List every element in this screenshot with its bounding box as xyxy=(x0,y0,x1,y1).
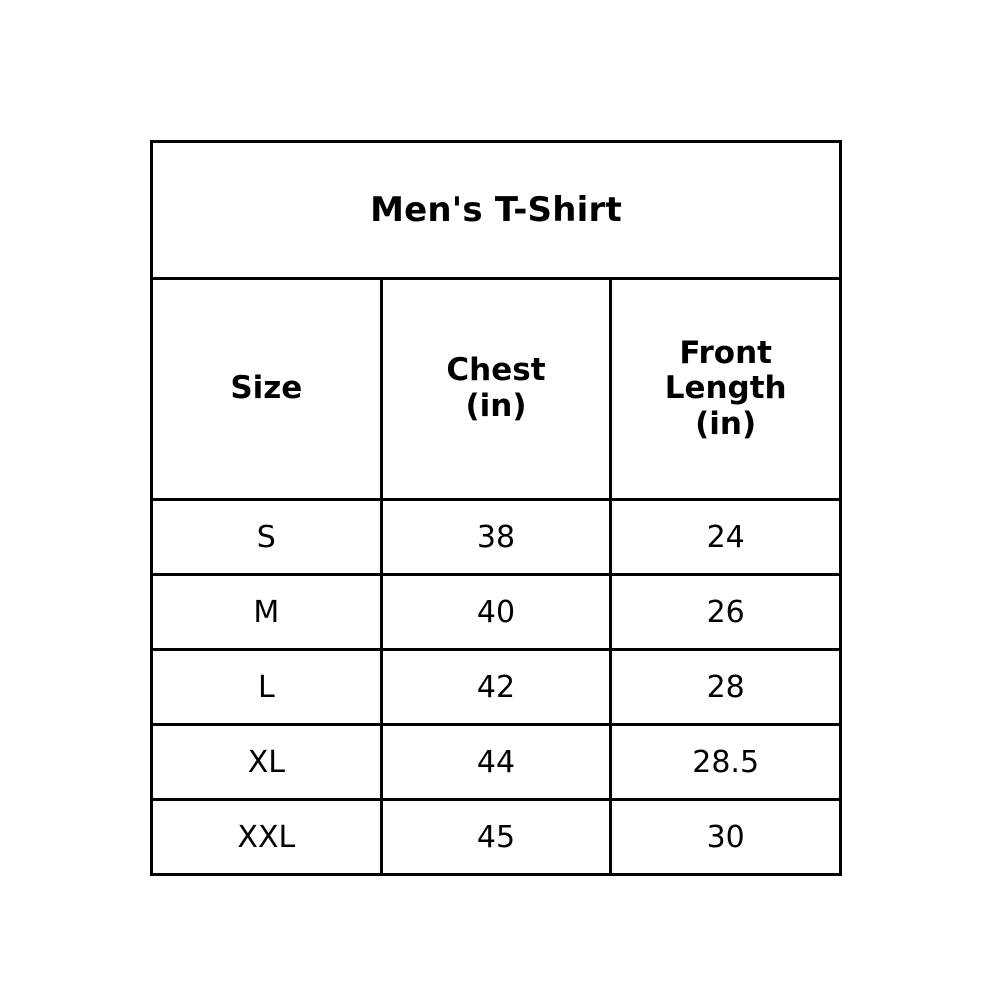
page-title: Men's T-Shirt xyxy=(152,142,841,279)
cell-chest: 45 xyxy=(381,800,611,875)
column-header-front-length-line1: Front xyxy=(679,334,772,371)
column-header-chest-line2: (in) xyxy=(465,388,527,424)
size-chart-table xyxy=(150,140,842,876)
column-header-front-length-line2: Length xyxy=(664,370,787,407)
column-header-front-length-line3: (in) xyxy=(695,405,757,442)
cell-front-length: 26 xyxy=(611,575,841,650)
table-row xyxy=(152,725,841,800)
cell-size: XXL xyxy=(152,800,382,875)
column-header-front-length xyxy=(611,279,841,500)
table-header-row xyxy=(152,279,841,500)
table-title-row xyxy=(152,142,841,279)
cell-chest: 44 xyxy=(381,725,611,800)
table-row xyxy=(152,575,841,650)
cell-size: L xyxy=(152,650,382,725)
cell-size: S xyxy=(152,500,382,575)
table-row xyxy=(152,500,841,575)
cell-front-length: 28.5 xyxy=(611,725,841,800)
table-row xyxy=(152,650,841,725)
cell-chest: 42 xyxy=(381,650,611,725)
column-header-chest xyxy=(381,279,611,500)
cell-chest: 38 xyxy=(381,500,611,575)
cell-front-length: 24 xyxy=(611,500,841,575)
column-header-chest-line1: Chest xyxy=(446,352,546,389)
cell-chest: 40 xyxy=(381,575,611,650)
table-row xyxy=(152,800,841,875)
cell-front-length: 30 xyxy=(611,800,841,875)
cell-front-length: 28 xyxy=(611,650,841,725)
column-header-size xyxy=(152,279,382,500)
cell-size: M xyxy=(152,575,382,650)
column-header-size-line1: Size xyxy=(230,370,303,407)
cell-size: XL xyxy=(152,725,382,800)
